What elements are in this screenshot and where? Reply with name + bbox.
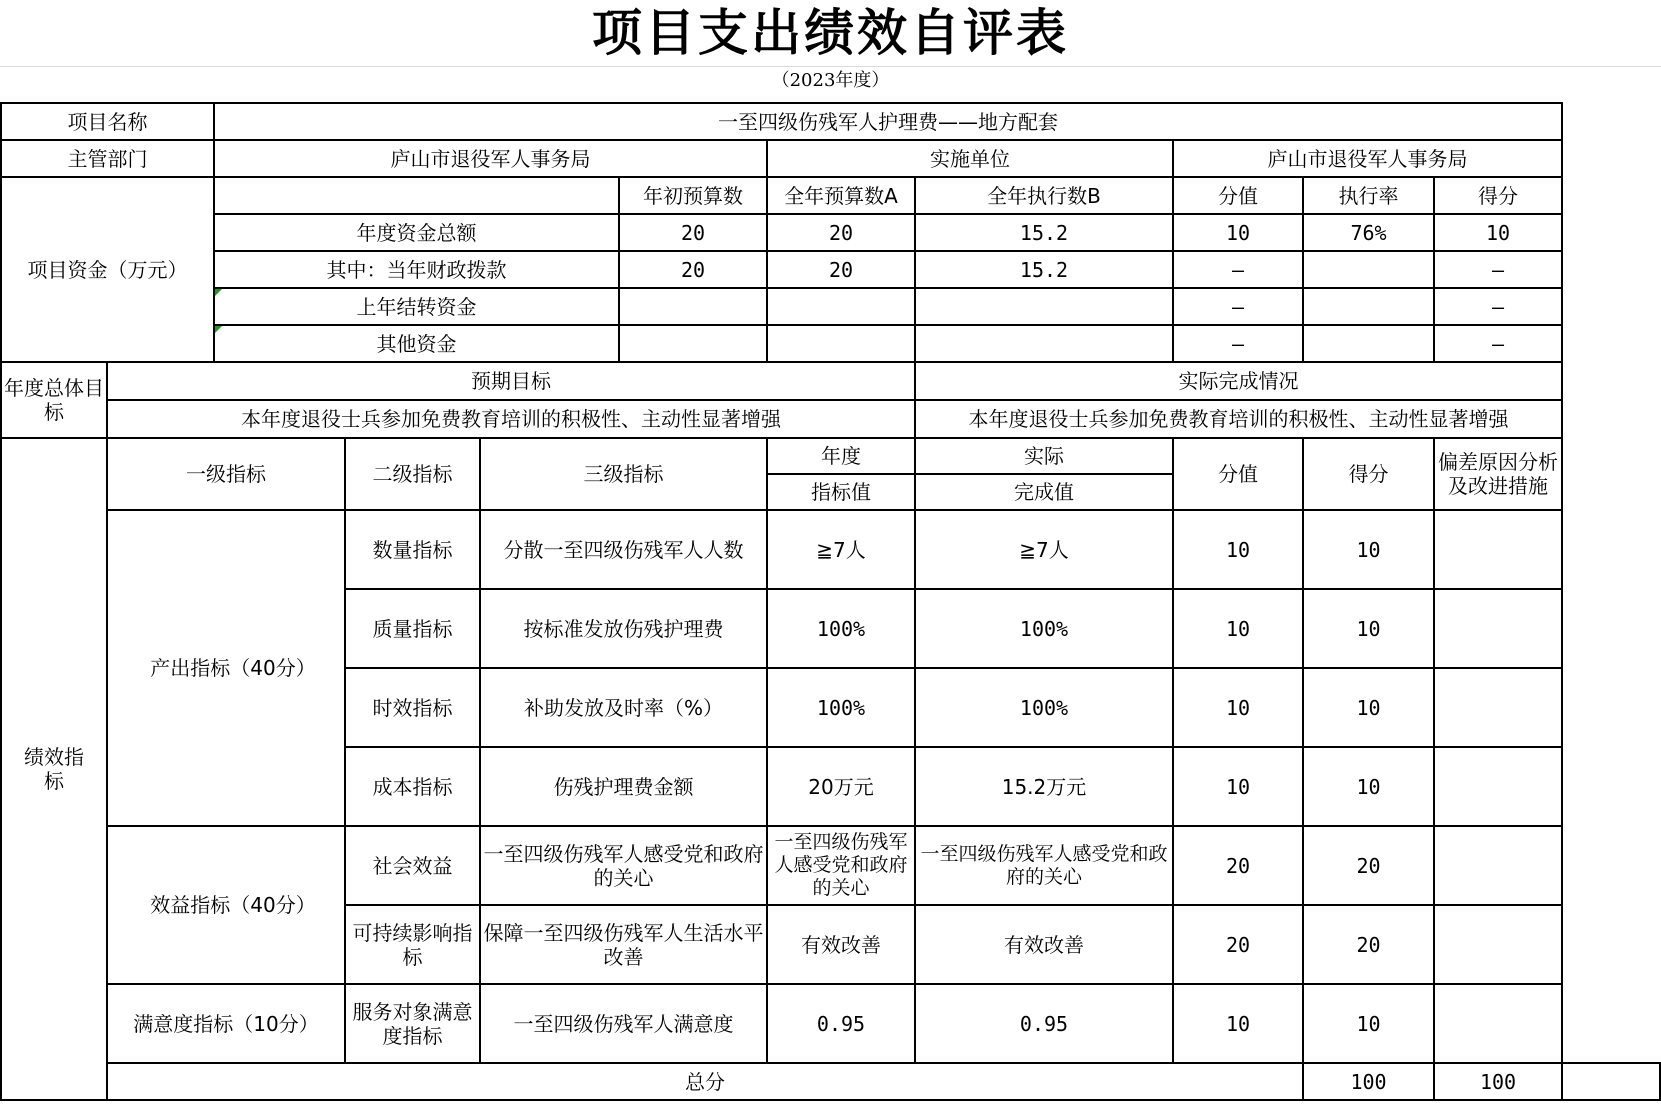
- funds-header-annual: 全年预算数A: [767, 177, 915, 214]
- indicator-level3[interactable]: 保障一至四级伤残军人生活水平改善: [480, 905, 767, 984]
- indicator-row: [1, 826, 1660, 905]
- indicator-actual[interactable]: 15.2万元: [915, 747, 1173, 826]
- indicator-score[interactable]: 20: [1303, 905, 1434, 984]
- indicator-level2: 时效指标: [345, 668, 480, 747]
- indicator-analysis[interactable]: [1434, 589, 1562, 668]
- indicator-score[interactable]: 10: [1303, 984, 1434, 1063]
- implementing-unit-value[interactable]: 庐山市退役军人事务局: [1173, 140, 1562, 177]
- total-score[interactable]: 100: [1434, 1063, 1562, 1100]
- indicator-level2: 数量指标: [345, 510, 480, 589]
- indicator-level3[interactable]: 分散一至四级伤残军人人数: [480, 510, 767, 589]
- actual-completion-header: 实际完成情况: [915, 362, 1562, 400]
- funds-row-name-text: 上年结转资金: [356, 294, 477, 319]
- funds-row: [1, 325, 1660, 362]
- indicator-score[interactable]: 20: [1303, 826, 1434, 905]
- indicator-target[interactable]: 100%: [767, 589, 915, 668]
- funds-row-name-text: 其他资金: [376, 331, 457, 356]
- actual-completion-text[interactable]: 本年度退役士兵参加免费教育培训的积极性、主动性显著增强: [915, 400, 1562, 438]
- funds-annual-cell[interactable]: 20: [767, 214, 915, 251]
- header-score: 得分: [1303, 438, 1434, 510]
- project-funds-label: 项目资金（万元）: [1, 177, 214, 362]
- funds-score-cell[interactable]: —: [1434, 325, 1562, 362]
- total-row: [1, 1063, 1660, 1100]
- year-subtitle: （2023年度）: [771, 70, 890, 91]
- header-actual-top: 实际: [915, 438, 1173, 474]
- indicator-target[interactable]: 100%: [767, 668, 915, 747]
- indicator-analysis[interactable]: [1434, 668, 1562, 747]
- project-name-label: 项目名称: [1, 103, 214, 140]
- funds-blank-header: [214, 177, 619, 214]
- funds-score-value-cell[interactable]: —: [1173, 325, 1303, 362]
- indicator-level3[interactable]: 一至四级伤残军人感受党和政府的关心: [480, 826, 767, 905]
- department-label: 主管部门: [1, 140, 214, 177]
- group-satisfaction: 满意度指标（10分）: [107, 984, 345, 1063]
- indicator-actual[interactable]: 100%: [915, 589, 1173, 668]
- funds-row: [1, 251, 1660, 288]
- expected-goal-header: 预期目标: [107, 362, 915, 400]
- funds-row: [1, 288, 1660, 325]
- funds-annual-cell[interactable]: [767, 288, 915, 325]
- funds-score-value-cell[interactable]: —: [1173, 288, 1303, 325]
- indicator-level2: 服务对象满意度指标: [345, 984, 480, 1063]
- header-target-bottom: 指标值: [767, 474, 915, 510]
- funds-score-cell[interactable]: —: [1434, 288, 1562, 325]
- indicator-score-value[interactable]: 10: [1173, 668, 1303, 747]
- indicator-actual[interactable]: ≧7人: [915, 510, 1173, 589]
- project-name-value[interactable]: 一至四级伤残军人护理费——地方配套: [214, 103, 1562, 140]
- indicator-actual[interactable]: 一至四级伤残军人感受党和政府的关心: [915, 826, 1173, 905]
- funds-executed-cell[interactable]: 15.2: [915, 251, 1173, 288]
- funds-rate-cell[interactable]: [1303, 288, 1434, 325]
- indicator-target[interactable]: 20万元: [767, 747, 915, 826]
- group-output: 产出指标（40分）: [107, 510, 345, 826]
- header-level3: 三级指标: [480, 438, 767, 510]
- funds-annual-cell[interactable]: 20: [767, 251, 915, 288]
- indicator-target[interactable]: 0.95: [767, 984, 915, 1063]
- indicator-analysis[interactable]: [1434, 510, 1562, 589]
- funds-header-rate: 执行率: [1303, 177, 1434, 214]
- header-level2: 二级指标: [345, 438, 480, 510]
- performance-table: [0, 102, 1661, 1101]
- funds-header-score: 得分: [1434, 177, 1562, 214]
- indicator-actual[interactable]: 有效改善: [915, 905, 1173, 984]
- total-analysis[interactable]: [1562, 1063, 1660, 1100]
- funds-rate-cell[interactable]: [1303, 325, 1434, 362]
- indicator-row: [1, 510, 1660, 589]
- indicator-level3[interactable]: 按标准发放伤残护理费: [480, 589, 767, 668]
- funds-rate-cell[interactable]: [1303, 251, 1434, 288]
- indicator-level3[interactable]: 伤残护理费金额: [480, 747, 767, 826]
- indicator-analysis[interactable]: [1434, 905, 1562, 984]
- funds-header-score-value: 分值: [1173, 177, 1303, 214]
- funds-annual-cell[interactable]: [767, 325, 915, 362]
- funds-score-cell[interactable]: 10: [1434, 214, 1562, 251]
- indicator-score-value[interactable]: 10: [1173, 589, 1303, 668]
- annual-goal-label: 年度总体目标: [1, 362, 107, 438]
- implementing-unit-label: 实施单位: [767, 140, 1173, 177]
- indicator-level2: 成本指标: [345, 747, 480, 826]
- indicator-analysis[interactable]: [1434, 984, 1562, 1063]
- indicator-actual[interactable]: 100%: [915, 668, 1173, 747]
- indicator-score-value[interactable]: 10: [1173, 747, 1303, 826]
- indicator-level2: 可持续影响指标: [345, 905, 480, 984]
- indicator-score-value[interactable]: 20: [1173, 905, 1303, 984]
- group-benefit: 效益指标（40分）: [107, 826, 345, 984]
- funds-row-name: [214, 288, 619, 325]
- indicator-actual[interactable]: 0.95: [915, 984, 1173, 1063]
- indicator-target[interactable]: 一至四级伤残军人感受党和政府的关心: [767, 826, 915, 905]
- funds-header-initial: 年初预算数: [619, 177, 767, 214]
- funds-row-name: 年度资金总额: [214, 214, 619, 251]
- performance-indicators-label: 绩效指标: [1, 438, 107, 1100]
- funds-initial-cell[interactable]: 20: [619, 214, 767, 251]
- indicator-score-value[interactable]: 20: [1173, 826, 1303, 905]
- cell-comment-marker: [215, 289, 222, 296]
- indicator-level3[interactable]: 一至四级伤残军人满意度: [480, 984, 767, 1063]
- cell-comment-marker: [215, 326, 222, 333]
- indicator-level2: 社会效益: [345, 826, 480, 905]
- total-label: 总分: [107, 1063, 1303, 1100]
- indicator-score[interactable]: 10: [1303, 668, 1434, 747]
- total-score-value[interactable]: 100: [1303, 1063, 1434, 1100]
- indicator-target[interactable]: 有效改善: [767, 905, 915, 984]
- header-actual-bottom: 完成值: [915, 474, 1173, 510]
- indicator-target[interactable]: ≧7人: [767, 510, 915, 589]
- funds-row: [1, 214, 1660, 251]
- funds-score-value-cell[interactable]: 10: [1173, 214, 1303, 251]
- funds-score-value-cell[interactable]: —: [1173, 251, 1303, 288]
- indicator-score[interactable]: 10: [1303, 510, 1434, 589]
- funds-score-cell[interactable]: —: [1434, 251, 1562, 288]
- expected-goal-text[interactable]: 本年度退役士兵参加免费教育培训的积极性、主动性显著增强: [107, 400, 915, 438]
- page-title: 项目支出绩效自评表: [592, 3, 1069, 62]
- indicator-score[interactable]: 10: [1303, 747, 1434, 826]
- funds-row-name: 其中：当年财政拨款: [214, 251, 619, 288]
- header-analysis: 偏差原因分析及改进措施: [1434, 438, 1562, 510]
- funds-executed-cell[interactable]: [915, 288, 1173, 325]
- header-level1: 一级指标: [107, 438, 345, 510]
- department-value[interactable]: 庐山市退役军人事务局: [214, 140, 767, 177]
- indicator-level2: 质量指标: [345, 589, 480, 668]
- indicator-level3[interactable]: 补助发放及时率（%）: [480, 668, 767, 747]
- funds-row-name: [214, 325, 619, 362]
- funds-rate-cell[interactable]: 76%: [1303, 214, 1434, 251]
- funds-executed-cell[interactable]: 15.2: [915, 214, 1173, 251]
- indicator-analysis[interactable]: [1434, 826, 1562, 905]
- indicator-row: [1, 984, 1660, 1063]
- funds-initial-cell[interactable]: 20: [619, 251, 767, 288]
- funds-initial-cell[interactable]: [619, 325, 767, 362]
- funds-header-executed: 全年执行数B: [915, 177, 1173, 214]
- indicator-score-value[interactable]: 10: [1173, 510, 1303, 589]
- indicator-analysis[interactable]: [1434, 747, 1562, 826]
- header-score-value: 分值: [1173, 438, 1303, 510]
- funds-executed-cell[interactable]: [915, 325, 1173, 362]
- funds-initial-cell[interactable]: [619, 288, 767, 325]
- header-target-top: 年度: [767, 438, 915, 474]
- indicator-score[interactable]: 10: [1303, 589, 1434, 668]
- indicator-score-value[interactable]: 10: [1173, 984, 1303, 1063]
